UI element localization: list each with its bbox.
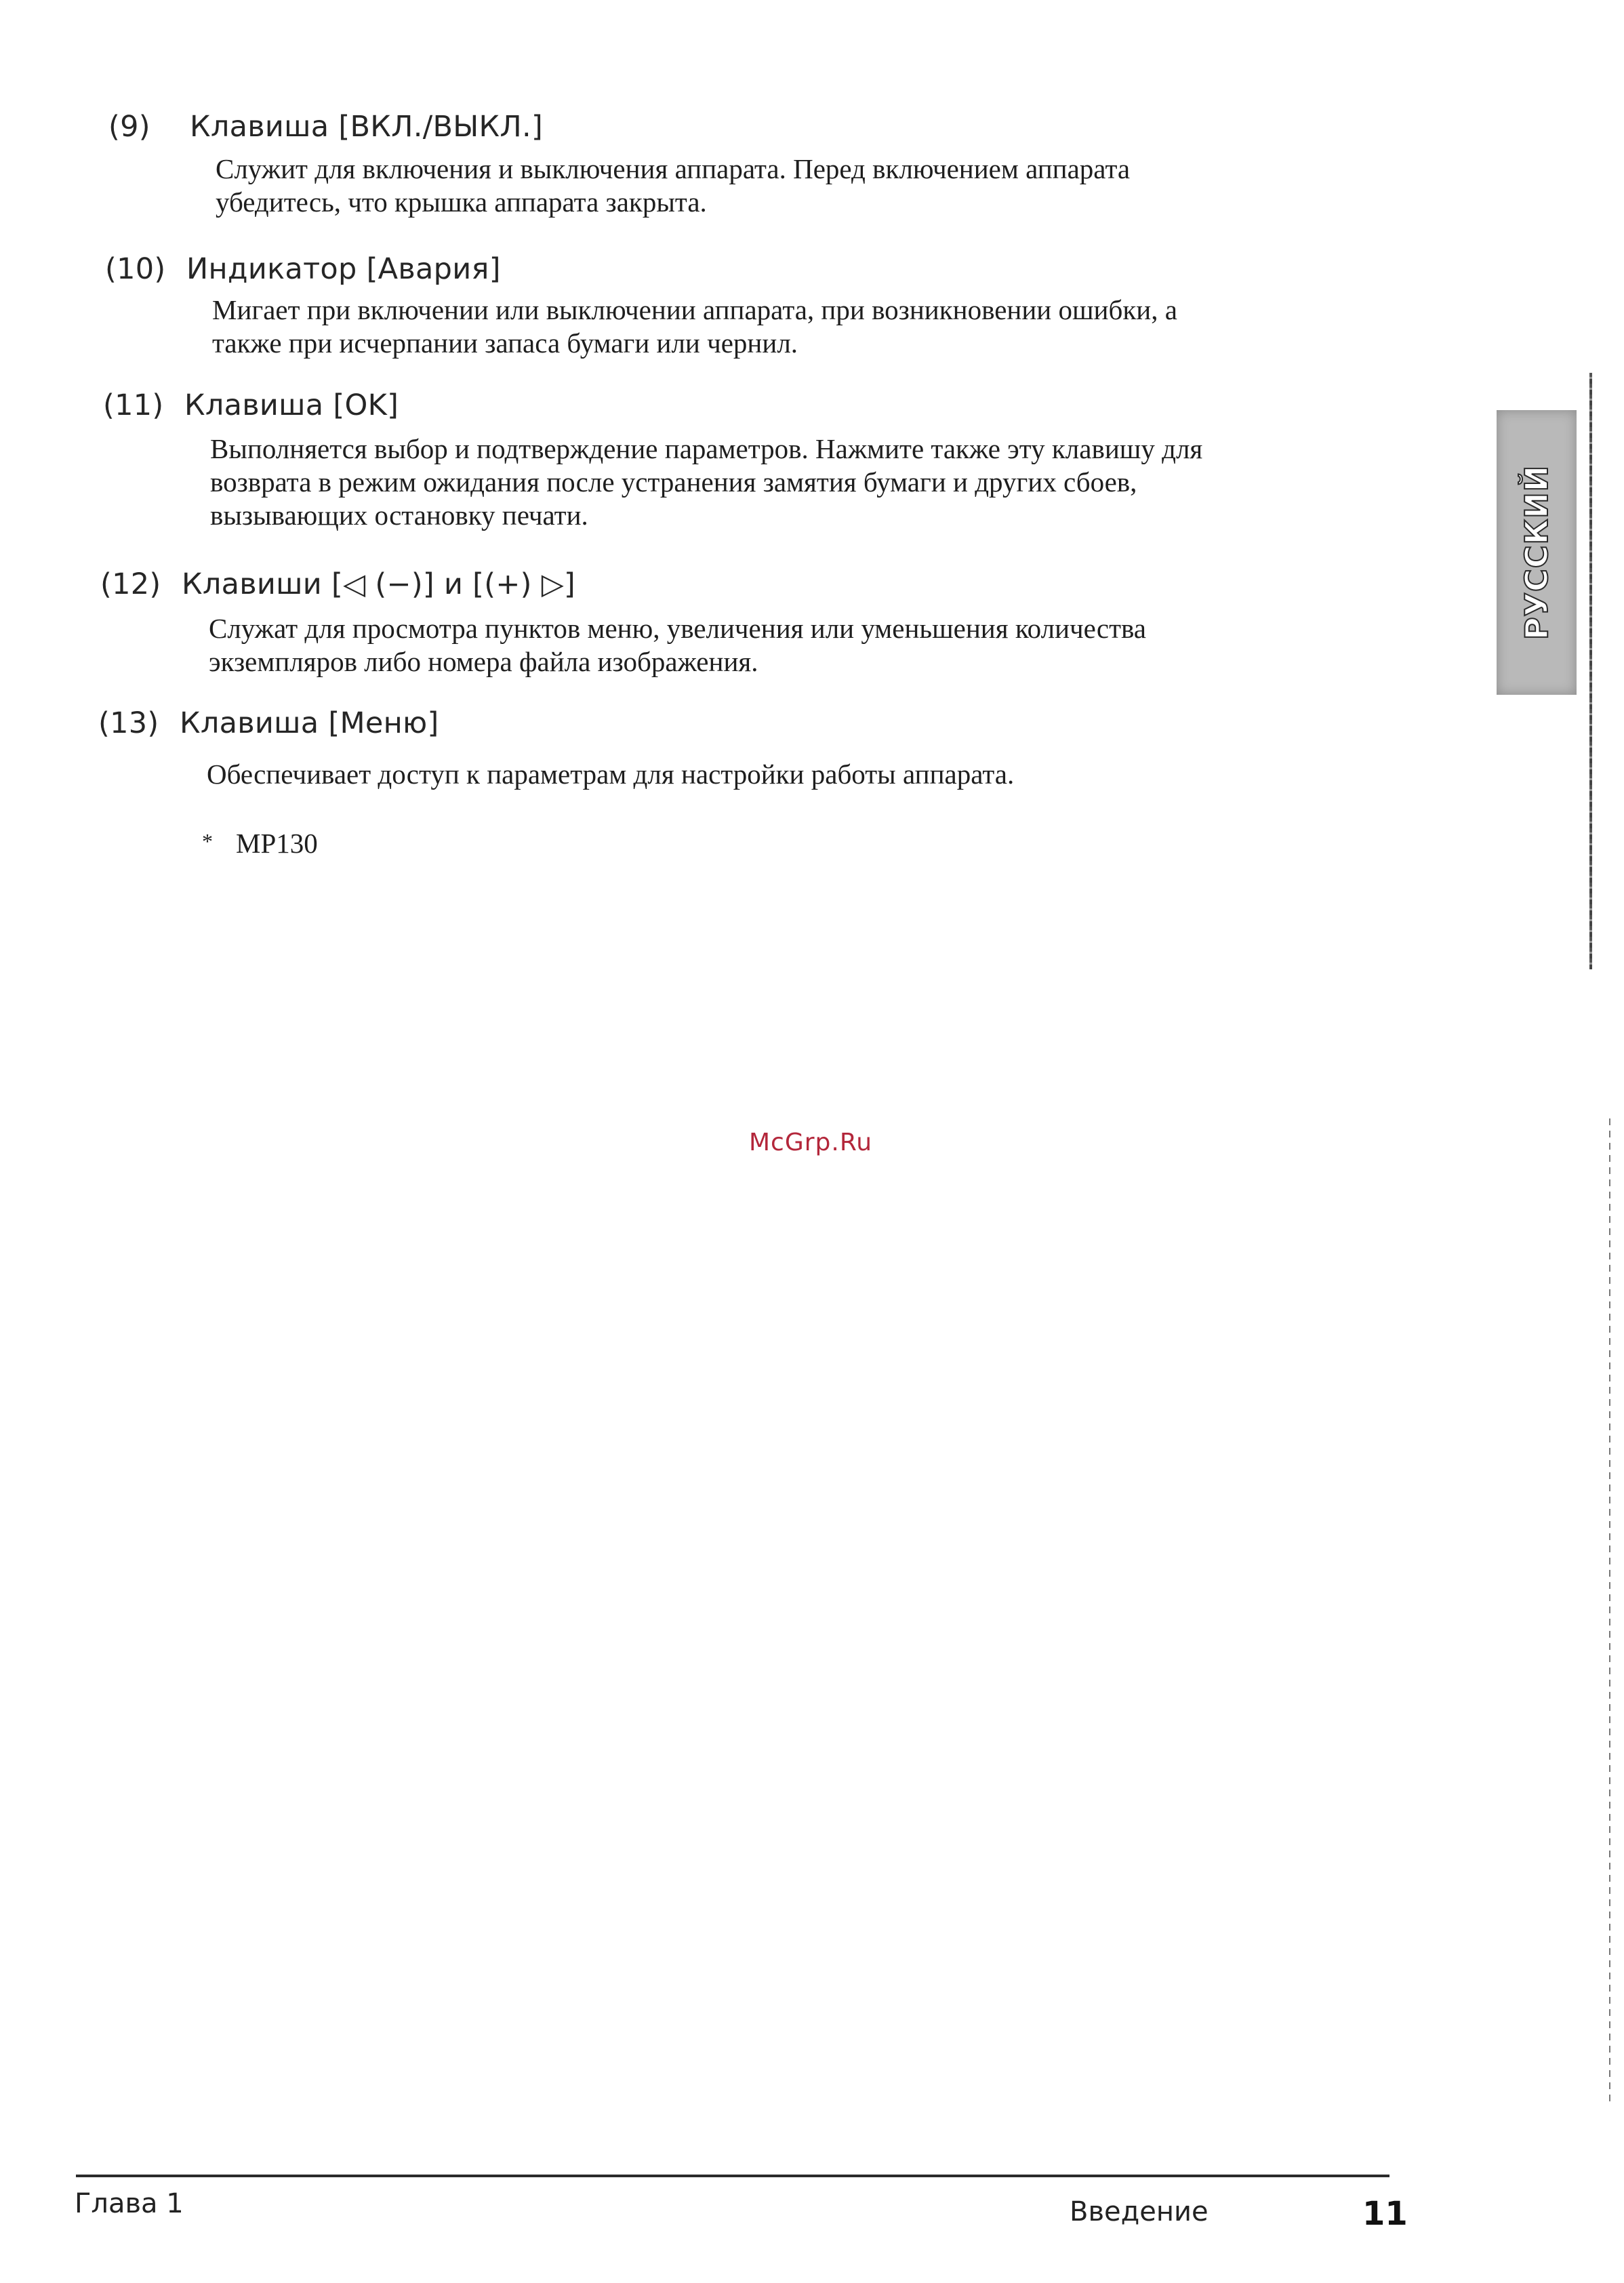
section-body-11: [210, 432, 1430, 532]
section-number: (11): [103, 388, 164, 422]
section-body-10: [212, 294, 1432, 360]
section-heading-11: [103, 388, 399, 422]
watermark: McGrp.Ru: [749, 1129, 873, 1156]
section-number: (10): [105, 252, 166, 286]
body-line: Мигает при включении или выключении аппарата, при возникновении ошибки, а: [212, 294, 1177, 325]
section-number: (13): [98, 706, 159, 740]
note-marker: *: [202, 829, 213, 853]
model-note: [202, 827, 318, 860]
section-heading-9: [108, 110, 543, 144]
page-edge-scan-line: [1609, 1118, 1610, 2101]
section-heading-12: [100, 567, 575, 601]
page-number: 11: [1362, 2195, 1408, 2233]
section-title: Клавиша [Меню]: [180, 706, 439, 740]
page-edge-scan-line: [1589, 373, 1592, 969]
section-body-9: [216, 153, 1436, 219]
section-heading-13: [98, 706, 439, 740]
section-title: Клавиши [◁ (−)] и [(+) ▷]: [182, 567, 576, 601]
section-title: Клавиша [ВКЛ./ВЫКЛ.]: [190, 110, 544, 144]
section-heading-10: [105, 252, 501, 286]
section-number: (9): [108, 110, 150, 144]
body-line: вызывающих остановку печати.: [210, 500, 588, 531]
section-title: Индикатор [Авария]: [186, 252, 501, 286]
section-title: Клавиша [OK]: [184, 388, 399, 422]
language-tab: [1497, 410, 1577, 695]
section-body-12: [209, 612, 1429, 679]
body-line: Обеспечивает доступ к параметрам для настройки работы аппарата.: [207, 759, 1015, 790]
body-line: возврата в режим ожидания после устранения замятия бумаги и других сбоев,: [210, 466, 1137, 498]
body-line: Выполняется выбор и подтверждение параметров. Нажмите также эту клавишу для: [210, 433, 1203, 464]
body-line: экземпляров либо номера файла изображения.: [209, 646, 758, 677]
section-number: (12): [100, 567, 161, 601]
language-tab-label: РУССКИЙ: [1518, 464, 1555, 641]
body-line: убедитесь, что крышка аппарата закрыта.: [216, 186, 707, 218]
section-body-13: [207, 758, 1427, 791]
body-line: также при исчерпании запаса бумаги или чернил.: [212, 327, 798, 359]
footer-chapter: Глава 1: [75, 2188, 184, 2219]
body-line: Служит для включения и выключения аппарата. Перед включением аппарата: [216, 153, 1131, 184]
footer-section-title: Введение: [1070, 2196, 1209, 2227]
footer-divider: [76, 2175, 1389, 2177]
body-line: Служат для просмотра пунктов меню, увеличения или уменьшения количества: [209, 613, 1147, 644]
note-text: MP130: [236, 828, 318, 859]
